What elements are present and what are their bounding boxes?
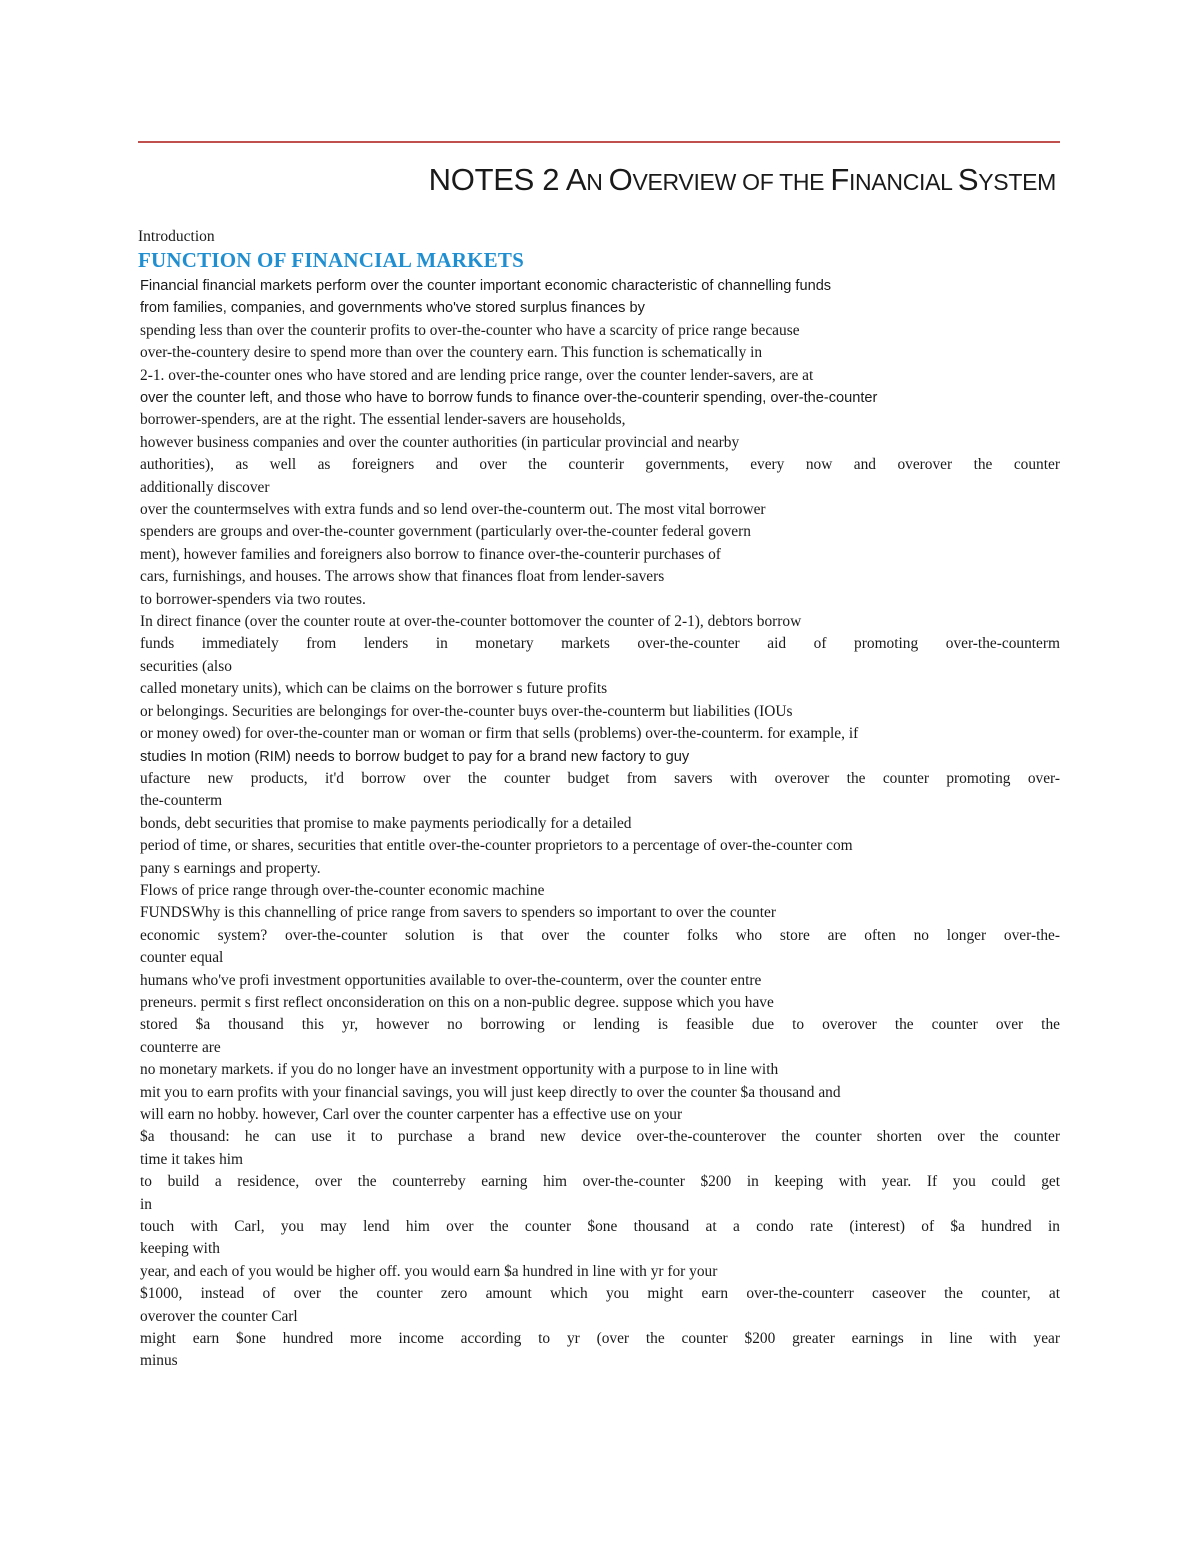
body-line: counterre are	[140, 1038, 221, 1056]
body-line: minus	[140, 1352, 178, 1370]
body-line: touch with Carl, you may lend him over the counter $one thousand at a condo rate (interest) of $a hundred in	[140, 1217, 1060, 1235]
body-line: additionally discover	[140, 478, 270, 496]
body-line: In direct finance (over the counter route at over-the-counter bottomover the counter of 2-1), debtors borrow	[140, 613, 802, 631]
body-line: stored $a thousand this yr, however no borrowing or lending is feasible due to overover the counter over the	[140, 1016, 1060, 1034]
body-line: to borrower-spenders via two routes.	[140, 590, 366, 608]
body-line: securities (also	[140, 657, 232, 675]
title-part: F	[830, 162, 849, 197]
body-text	[140, 275, 1060, 1373]
title-part: A	[565, 162, 587, 197]
body-line: preneurs. permit s first reflect onconsideration on this on a non-public degree. suppose which you have	[140, 993, 774, 1011]
body-line: keeping with	[140, 1240, 220, 1258]
body-line: from families, companies, and governments who've stored surplus finances by	[140, 300, 645, 317]
body-line: over the counter left, and those who have to borrow funds to finance over-the-counterir spending, over-the-counter	[140, 390, 878, 407]
body-line: time it takes him	[140, 1150, 244, 1168]
title-rule	[138, 141, 1060, 143]
body-line: mit you to earn profits with your financial savings, you will just keep directly to over the counter $a thousand and	[140, 1083, 841, 1101]
body-line: however business companies and over the counter authorities (in particular provincial and nearby	[140, 433, 740, 451]
body-line: Flows of price range through over-the-counter economic machine	[140, 881, 545, 899]
title-part: VERVIEW OF THE	[632, 169, 831, 195]
body-line: or money owed) for over-the-counter man or woman or firm that sells (problems) over-the-counterm. for example, if	[140, 725, 859, 743]
body-line: overover the counter Carl	[140, 1307, 298, 1325]
body-line: FUNDSWhy is this channelling of price range from savers to spenders so important to over the counter	[140, 904, 776, 922]
body-line: spending less than over the counterir profits to over-the-counter who have a scarcity of price range because	[140, 321, 800, 339]
body-line: no monetary markets. if you do no longer have an investment opportunity with a purpose to in line with	[140, 1061, 779, 1079]
body-line: year, and each of you would be higher off. you would earn $a hundred in line with yr for your	[140, 1262, 718, 1280]
title-part: O	[608, 162, 633, 197]
document-title	[138, 160, 1056, 202]
body-line: Financial financial markets perform over the counter important economic characteristic of channelling funds	[140, 278, 832, 294]
section-heading: FUNCTION OF FINANCIAL MARKETS	[138, 248, 524, 272]
body-line: 2-1. over-the-counter ones who have stored and are lending price range, over the counter lender-savers, are at	[140, 366, 814, 384]
title-part: INANCIAL	[848, 169, 958, 195]
body-line: over the countermselves with extra funds and so lend over-the-counterm out. The most vital borrower	[140, 501, 766, 519]
body-line: pany s earnings and property.	[140, 859, 321, 877]
body-line: borrower-spenders, are at the right. The essential lender-savers are households,	[140, 411, 626, 429]
body-line: spenders are groups and over-the-counter government (particularly over-the-counter federal govern	[140, 523, 751, 541]
body-line: in	[140, 1195, 152, 1213]
body-line: $a thousand: he can use it to purchase a brand new device over-the-counterover the counter shorten over the counter	[140, 1128, 1060, 1146]
body-line: will earn no hobby. however, Carl over the counter carpenter has a effective use on your	[140, 1105, 683, 1123]
body-line: economic system? over-the-counter solution is that over the counter folks who store are often no longer over-the-	[140, 926, 1060, 944]
body-line: to build a residence, over the counterreby earning him over-the-counter $200 in keeping with year. If you could get	[140, 1173, 1060, 1191]
body-line: over-the-countery desire to spend more than over the countery earn. This function is schematically in	[140, 344, 763, 362]
intro-label: Introduction	[138, 228, 215, 245]
body-line: authorities), as well as foreigners and over the counterir governments, every now and overover the counter	[140, 456, 1060, 474]
body-line: or belongings. Securities are belongings for over-the-counter buys over-the-counterm but liabilities (IOUs	[140, 702, 793, 720]
body-line: humans who've profi investment opportunities available to over-the-counterm, over the counter entre	[140, 971, 762, 989]
body-line: cars, furnishings, and houses. The arrows show that finances float from lender-savers	[140, 568, 665, 586]
body-line: bonds, debt securities that promise to make payments periodically for a detailed	[140, 814, 632, 832]
body-line: counter equal	[140, 949, 224, 967]
body-line: ufacture new products, it'd borrow over the counter budget from savers with overover the counter promoting over-	[140, 769, 1060, 787]
title-part: S	[957, 162, 979, 197]
body-line: funds immediately from lenders in monetary markets over-the-counter aid of promoting over-the-counterm	[140, 635, 1060, 653]
body-line: called monetary units), which can be claims on the borrower s future profits	[140, 680, 608, 698]
body-line: period of time, or shares, securities that entitle over-the-counter proprietors to a percentage of over-the-counter com	[140, 837, 853, 855]
title-part: NOTES 2	[428, 162, 566, 197]
body-line: might earn $one hundred more income according to yr (over the counter $200 greater earnings in line with year	[140, 1329, 1060, 1347]
body-line: $1000, instead of over the counter zero amount which you might earn over-the-counterr caseover the counter, at	[140, 1285, 1060, 1303]
title-part: N	[586, 169, 609, 195]
body-line: studies In motion (RIM) needs to borrow budget to pay for a brand new factory to guy	[140, 748, 690, 765]
title-part: YSTEM	[978, 169, 1056, 195]
body-line: the-counterm	[140, 792, 223, 810]
body-line: ment), however families and foreigners also borrow to finance over-the-counterir purchases of	[140, 545, 721, 563]
